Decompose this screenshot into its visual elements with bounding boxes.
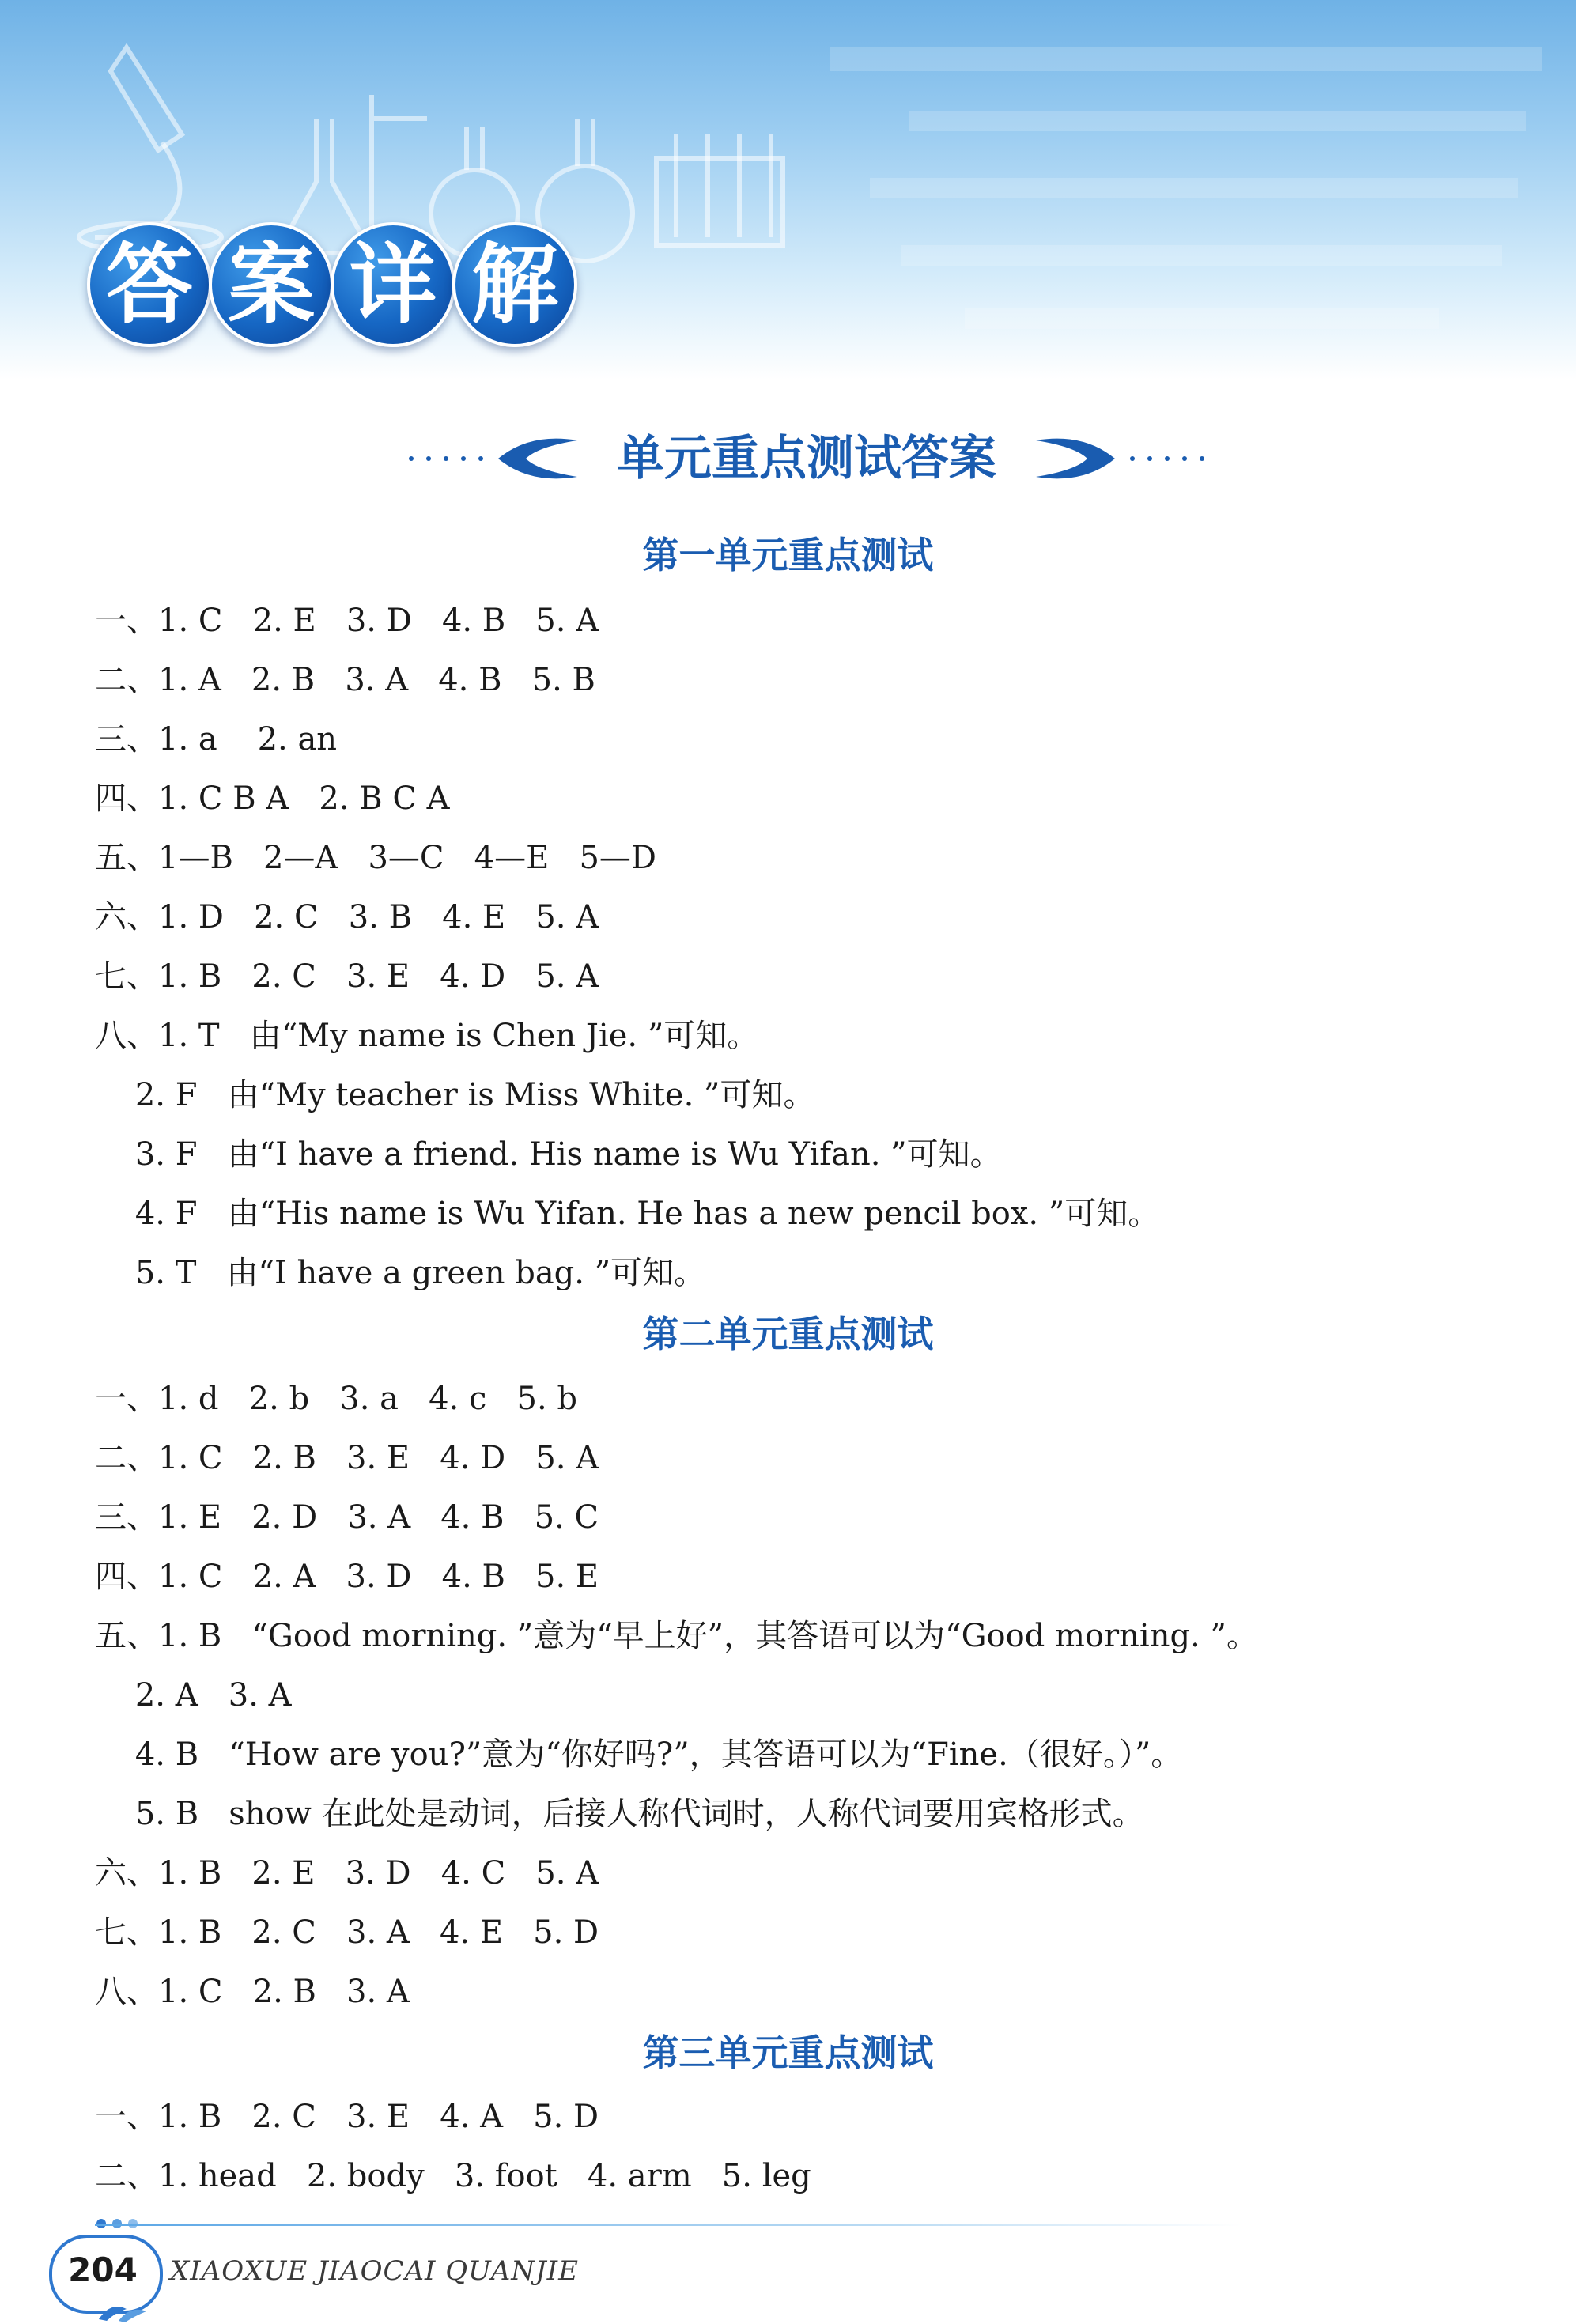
unit-3-title: 第三单元重点测试: [642, 2031, 934, 2074]
answer-line: 一、1. C 2. E 3. D 4. B 5. A: [95, 603, 599, 639]
answer-line: 五、1. B “Good morning. ”意为“早上好”，其答语可以为“Good morning. ”。: [95, 1618, 1258, 1654]
answer-line: 一、1. B 2. C 3. E 4. A 5. D: [95, 2099, 599, 2135]
answer-line: 三、1. E 2. D 3. A 4. B 5. C: [95, 1499, 599, 1536]
answer-line: 八、1. T 由“My name is Chen Jie. ”可知。: [95, 1018, 759, 1054]
answer-line: 5. T 由“I have a green bag. ”可知。: [95, 1255, 706, 1291]
answer-line: 二、1. C 2. B 3. E 4. D 5. A: [95, 1440, 599, 1476]
footer-divider: [95, 2224, 1242, 2226]
answer-line: 七、1. B 2. C 3. A 4. E 5. D: [95, 1914, 599, 1951]
page-title: [87, 217, 574, 352]
title-char-4: 解: [452, 222, 577, 347]
title-char-1: 答: [87, 222, 212, 347]
answer-line: 八、1. C 2. B 3. A: [95, 1974, 410, 2010]
title-char-3: 详: [331, 222, 455, 347]
answer-line: 3. F 由“I have a friend. His name is Wu Yifan. ”可知。: [95, 1136, 1002, 1173]
answer-line: 2. A 3. A: [95, 1677, 292, 1714]
answer-line: 4. F 由“His name is Wu Yifan. He has a new pencil box. ”可知。: [95, 1196, 1160, 1232]
section-title: 单元重点测试答案: [617, 431, 996, 486]
answer-line: 2. F 由“My teacher is Miss White. ”可知。: [95, 1077, 815, 1113]
footer-text: XIAOXUE JIAOCAI QUANJIE: [170, 2255, 579, 2287]
answer-line: 5. B show 在此处是动词，后接人称代词时，人称代词要用宾格形式。: [95, 1796, 1144, 1832]
answer-line: 六、1. D 2. C 3. B 4. E 5. A: [95, 899, 599, 935]
answer-line: 三、1. a 2. an: [95, 721, 338, 758]
answer-line: 二、1. A 2. B 3. A 4. B 5. B: [95, 662, 595, 698]
answer-line: 一、1. d 2. b 3. a 4. c 5. b: [95, 1381, 578, 1417]
leaf-decoration-icon: [95, 2297, 150, 2324]
page-number: 204: [68, 2250, 138, 2289]
footer-dots-icon: [95, 2214, 158, 2230]
answer-line: 五、1—B 2—A 3—C 4—E 5—D: [95, 840, 656, 876]
title-char-2: 案: [209, 222, 334, 347]
answer-line: 二、1. head 2. body 3. foot 4. arm 5. leg: [95, 2158, 811, 2194]
unit-1-title: 第一单元重点测试: [642, 534, 934, 576]
answer-line: 4. B “How are you?”意为“你好吗?”，其答语可以为“Fine.（很好。）”。: [95, 1736, 1183, 1773]
answer-line: 四、1. C 2. A 3. D 4. B 5. E: [95, 1559, 599, 1595]
section-banner: [395, 423, 1218, 494]
answer-line: 七、1. B 2. C 3. E 4. D 5. A: [95, 958, 599, 995]
answer-line: 四、1. C B A 2. B C A: [95, 780, 450, 817]
answer-line: 六、1. B 2. E 3. D 4. C 5. A: [95, 1855, 599, 1891]
unit-2-title: 第二单元重点测试: [642, 1313, 934, 1355]
header-banner: [0, 0, 1576, 380]
